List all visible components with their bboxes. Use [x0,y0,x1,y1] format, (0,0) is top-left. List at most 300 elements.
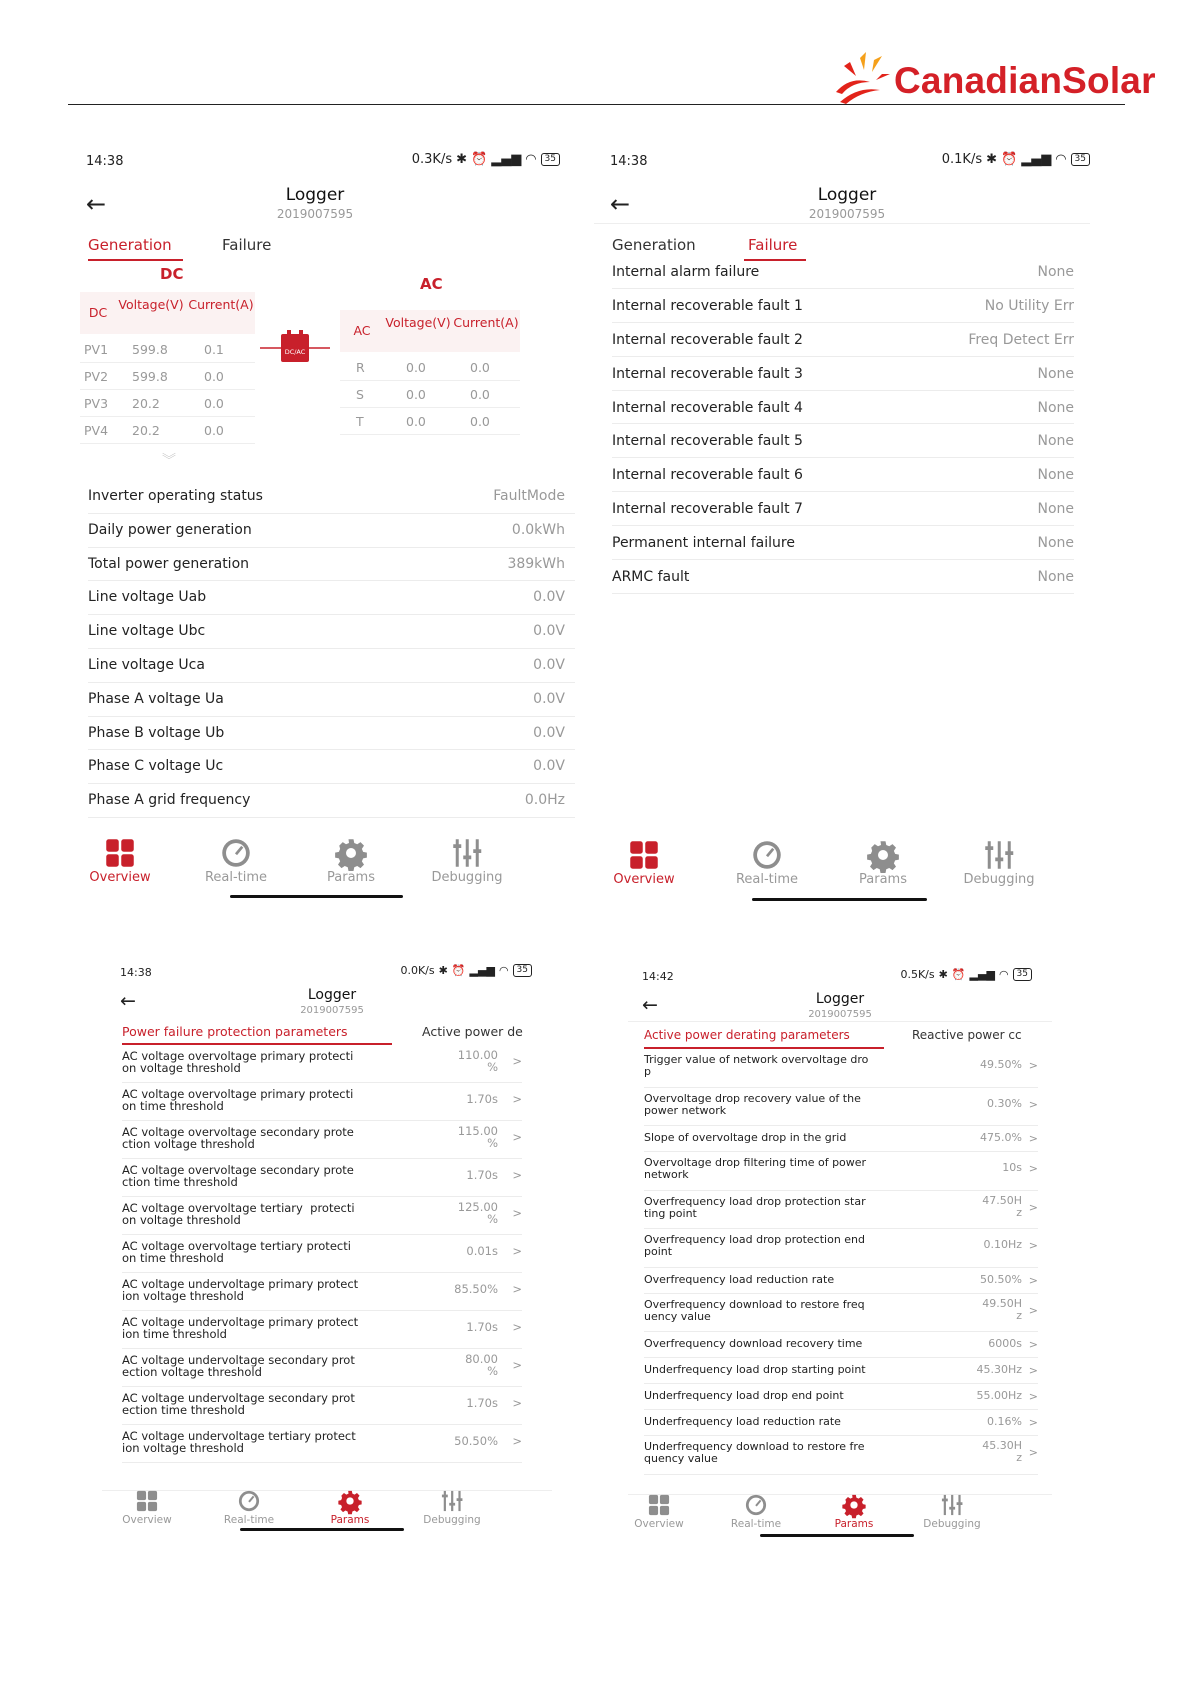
nav-label: Overview [122,1514,172,1526]
debugging-sliders-icon [452,838,482,868]
row-value: None [1037,569,1074,586]
param-row[interactable] [644,1088,1038,1127]
param-row[interactable] [644,1126,1038,1152]
chevron-right-icon: > [512,1168,522,1182]
chevron-right-icon: > [1028,1273,1038,1287]
converter-label: DC/AC [284,348,306,356]
row-value: None [1037,365,1074,382]
param-row[interactable] [122,1425,522,1463]
chevron-right-icon: > [1028,1059,1038,1072]
serial-number: 2019007595 [808,1009,872,1020]
failure-row [612,492,1074,526]
status-time: 14:38 [120,966,152,979]
chevron-right-icon: > [1028,1446,1038,1459]
table-cell: 20.2 [132,423,160,438]
brand-name: CanadianSolar [894,60,1156,101]
row-value: 115.00 % [457,1124,498,1150]
row-value: 0.0V [533,589,565,606]
alarm-icon: ⏰ [951,968,966,981]
signal-icon: ▂▄▆ [491,152,522,167]
row-label: Internal recoverable fault 4 [612,399,803,416]
tab-active-power[interactable]: Active power derating parameters [644,1028,850,1042]
row-label: Underfrequency download to restore fre quency value [644,1440,865,1465]
chevron-right-icon: > [1028,1303,1038,1317]
chevron-right-icon: > [512,1130,522,1144]
table-cell: PV3 [84,396,109,411]
row-label: Internal recoverable fault 2 [612,331,803,348]
table-cell: 0.0 [406,387,426,402]
param-row[interactable] [122,1349,522,1387]
param-row[interactable] [122,1387,522,1425]
row-value: 49.50H z [982,1296,1022,1322]
bluetooth-icon: ✱ [986,152,998,167]
nav-real-time[interactable] [712,840,822,887]
status-time: 14:38 [86,154,124,169]
table-cell: 0.0 [470,387,490,402]
dc-header-voltage: Voltage(V) [118,297,184,312]
failure-row [612,526,1074,560]
table-cell: 20.2 [132,396,160,411]
chevron-right-icon: > [512,1396,522,1410]
status-icons [900,968,1032,981]
nav-real-time[interactable] [181,838,291,885]
row-label: Overvoltage drop filtering time of power network [644,1156,867,1181]
dc-table-header [80,292,255,334]
converter-icon [260,328,330,368]
alarm-icon: ⏰ [471,152,488,167]
nav-label: Real-time [730,1518,782,1530]
row-value: 1.70s [466,1168,498,1182]
signal-icon: ▂▄▆ [1021,152,1052,167]
nav-debugging[interactable] [944,840,1054,887]
table-row-divider [340,380,520,381]
row-value: None [1037,433,1074,450]
table-cell: 0.0 [204,423,224,438]
row-label: Underfrequency load drop starting point [644,1363,866,1376]
row-label: Internal recoverable fault 1 [612,297,803,314]
page-title: Logger [307,987,357,1003]
chevron-right-icon: > [1028,1200,1038,1214]
row-label: Permanent internal failure [612,535,795,552]
row-label: Internal recoverable fault 7 [612,501,803,518]
row-label: Line voltage Ubc [88,623,206,640]
chevron-right-icon: > [1028,1416,1038,1429]
row-value: 50.50% [454,1434,498,1448]
chevron-right-icon: > [512,1282,522,1296]
chevron-double-down-icon[interactable]: ︾ [162,453,176,469]
row-value: 389kWh [507,555,565,572]
page-title: Logger [285,185,345,205]
data-row [88,784,575,818]
table-cell: 0.0 [204,396,224,411]
row-label: Total power generation [88,555,250,572]
data-row [88,581,575,615]
network-speed: 0.3K/s [411,152,453,167]
row-value: 0.0V [533,623,565,640]
row-value: 6000s [988,1337,1022,1350]
nav-real-time[interactable] [194,1490,304,1526]
param-row[interactable] [122,1311,522,1349]
dc-table [80,292,255,452]
sun-logo-icon [830,52,892,108]
nav-debugging[interactable] [412,838,522,885]
battery-icon: 35 [513,964,532,977]
row-label: Overfrequency load reduction rate [644,1272,835,1286]
tab-generation[interactable]: Generation [612,236,696,254]
row-label: AC voltage undervoltage primary protect ion time threshold [122,1315,359,1341]
row-value: 47.50H z [982,1193,1022,1219]
data-row [88,514,575,548]
row-value: 45.30Hz [976,1363,1022,1376]
row-value: None [1037,264,1074,280]
nav-params[interactable] [828,840,938,887]
row-value: 0.0V [533,758,565,775]
overview-icon [648,1494,670,1516]
failure-row [612,560,1074,594]
row-value: 0.0kWh [511,521,565,538]
battery-icon: 35 [1071,153,1090,166]
nav-label: Debugging [431,870,503,885]
params-gear-icon [843,1494,865,1516]
chevron-right-icon: > [512,1358,522,1372]
phone-params-active-power [628,966,1052,1546]
serial-number: 2019007595 [808,207,886,221]
row-value: 0.0V [533,656,565,673]
nav-label: Params [327,870,375,885]
row-label: AC voltage undervoltage primary protect ion voltage threshold [122,1277,359,1303]
wifi-icon: ◠ [525,152,537,167]
debugging-sliders-icon [441,1490,463,1512]
alarm-icon: ⏰ [1001,152,1018,167]
nav-label: Debugging [423,1514,481,1526]
row-value: 0.0V [533,690,565,707]
home-indicator [240,1528,404,1531]
table-row-divider [80,362,255,363]
nav-real-time[interactable] [701,1494,811,1530]
data-row [88,649,575,683]
nav-params[interactable] [295,1490,405,1526]
status-icons [942,152,1090,167]
dc-heading: DC [160,265,184,283]
row-label: Internal recoverable fault 6 [612,467,803,484]
brand-logo [830,52,1156,108]
param-row[interactable] [644,1229,1038,1268]
row-value: 0.0Hz [524,792,565,809]
nav-label: Overview [613,872,675,887]
signal-icon: ▂▄▆ [469,964,495,977]
param-row[interactable] [122,1083,522,1121]
row-label: AC voltage undervoltage tertiary protect ion voltage threshold [122,1429,356,1455]
failure-row [612,458,1074,492]
back-arrow-icon[interactable]: ← [642,994,658,1016]
row-label: Trigger value of network overvoltage dro p [644,1053,869,1078]
row-value: None [1037,467,1074,484]
row-label: Overfrequency download to restore freq uency value [644,1297,865,1323]
battery-icon: 35 [541,153,560,166]
row-label: Internal alarm failure [612,264,760,280]
table-row-divider [80,416,255,417]
bluetooth-icon: ✱ [438,964,448,977]
status-bar [120,962,532,986]
tab-failure[interactable]: Failure [222,236,272,254]
row-label: AC voltage overvoltage primary protecti on voltage threshold [122,1049,354,1075]
nav-debugging[interactable] [897,1494,1007,1530]
row-value: None [1037,535,1074,552]
title-bar [102,984,552,1024]
nav-overview[interactable] [92,1490,202,1526]
row-label: Line voltage Uab [88,589,207,606]
row-value: 0.0V [533,724,565,741]
row-label: Overfrequency download recovery time [644,1337,863,1350]
bottom-nav [102,1490,552,1554]
nav-params[interactable] [296,838,406,885]
dc-header-dc: DC [88,305,108,320]
row-value: 1.70s [466,1320,498,1334]
page-title: Logger [815,991,865,1007]
row-value: None [1037,501,1074,518]
row-label: Daily power generation [88,521,252,538]
param-row[interactable] [122,1197,522,1235]
home-indicator [752,898,927,901]
chevron-right-icon: > [512,1206,522,1220]
back-arrow-icon[interactable]: ← [120,990,136,1012]
wifi-icon: ◠ [498,964,509,977]
tab-reactive-power[interactable]: Reactive power cc [912,1028,1022,1042]
row-value: 475.0% [980,1131,1022,1144]
param-row[interactable] [122,1159,522,1197]
chevron-right-icon: > [1028,1390,1038,1403]
failure-row [612,323,1074,357]
home-indicator [760,1534,914,1537]
param-row[interactable] [122,1273,522,1311]
tab-generation[interactable]: Generation [88,236,172,254]
param-row[interactable] [122,1045,522,1083]
data-list [88,480,575,818]
row-label: Phase A grid frequency [88,792,251,809]
nav-label: Params [859,872,907,887]
data-row [88,615,575,649]
param-row[interactable] [644,1191,1038,1230]
row-value: 49.50% [980,1058,1022,1071]
chevron-right-icon: > [1028,1239,1038,1252]
tab-power-failure[interactable]: Power failure protection parameters [122,1024,348,1039]
row-value: 50.50% [980,1272,1022,1286]
row-label: AC voltage overvoltage primary protecti on time threshold [122,1087,354,1113]
bottom-nav [594,840,1100,904]
title-divider [628,1021,1052,1022]
tab-indicator [88,259,183,261]
network-speed: 0.1K/s [941,152,983,167]
status-icons [400,964,532,977]
nav-label: Debugging [963,872,1035,887]
row-value: 1.70s [466,1092,498,1106]
realtime-gauge-icon [238,1490,260,1512]
bluetooth-icon: ✱ [456,152,468,167]
bottom-nav [70,838,560,902]
param-row[interactable] [644,1152,1038,1191]
network-speed: 0.5K/s [900,968,935,981]
row-label: Inverter operating status [88,488,263,504]
nav-label: Debugging [923,1518,981,1530]
overview-icon [105,838,135,868]
param-row[interactable] [122,1121,522,1159]
nav-label: Real-time [204,870,268,885]
row-value: 0.16% [987,1415,1022,1428]
failure-row [612,255,1074,289]
table-cell: 0.0 [470,360,490,375]
overview-icon [136,1490,158,1512]
title-divider [594,223,1090,224]
failure-row [612,357,1074,391]
nav-label: Params [330,1514,370,1526]
table-cell: PV1 [84,342,109,357]
alarm-icon: ⏰ [451,964,466,977]
serial-number: 2019007595 [276,207,354,221]
table-cell: R [356,360,365,375]
params-list [122,1045,522,1463]
nav-debugging[interactable] [397,1490,507,1526]
nav-overview[interactable] [589,840,699,887]
phone-overview-generation [70,150,565,900]
data-row [88,548,575,582]
ac-table [340,310,520,450]
params-list [644,1049,1038,1475]
row-label: Overfrequency load drop protection end point [644,1233,866,1258]
row-value: 125.00 % [457,1200,498,1226]
nav-params[interactable] [799,1494,909,1530]
param-row[interactable] [644,1294,1038,1333]
nav-label: Params [834,1518,874,1530]
nav-label: Overview [634,1518,684,1530]
status-icons [412,152,560,167]
table-cell: T [356,414,364,429]
param-row[interactable] [644,1384,1038,1410]
ac-header-current: Current(A) [453,315,519,330]
chevron-right-icon: > [512,1092,522,1106]
row-label: ARMC fault [612,569,690,586]
ac-header-ac: AC [353,323,371,338]
nav-overview[interactable] [65,838,175,885]
param-row[interactable] [644,1332,1038,1358]
row-label: Phase C voltage Uc [88,758,224,775]
table-cell: PV2 [84,369,109,384]
row-label: Overvoltage drop recovery value of the power network [644,1091,861,1117]
failure-row [612,289,1074,323]
table-cell: PV4 [84,423,109,438]
nav-overview[interactable] [604,1494,714,1530]
title-bar [70,180,560,230]
chevron-right-icon: > [1028,1097,1038,1111]
ac-header-voltage: Voltage(V) [385,315,451,330]
chevron-right-icon: > [1028,1132,1038,1145]
page-title: Logger [817,185,877,205]
realtime-gauge-icon [745,1494,767,1516]
back-arrow-icon[interactable]: ← [86,190,107,218]
status-time: 14:42 [642,970,674,983]
status-bar [86,150,560,174]
row-label: Underfrequency load reduction rate [644,1415,841,1428]
param-row[interactable] [644,1268,1038,1294]
params-gear-icon [339,1490,361,1512]
battery-icon: 35 [1013,968,1032,981]
row-value: 0.30% [987,1096,1022,1110]
tab-active-power[interactable]: Active power de [422,1024,523,1039]
data-row [88,480,575,514]
row-label: AC voltage undervoltage secondary prot ection time threshold [122,1391,355,1417]
realtime-gauge-icon [221,838,251,868]
row-label: Underfrequency load drop end point [644,1389,844,1402]
table-row-divider [80,443,255,444]
param-row[interactable] [122,1235,522,1273]
realtime-gauge-icon [752,840,782,870]
table-cell: S [356,387,364,402]
row-value: 85.50% [454,1282,498,1296]
row-label: Internal recoverable fault 3 [612,365,803,382]
chevron-right-icon: > [512,1054,522,1068]
tab-failure[interactable]: Failure [748,236,798,254]
back-arrow-icon[interactable]: ← [610,190,631,218]
serial-number: 2019007595 [300,1005,364,1016]
bluetooth-icon: ✱ [938,968,948,981]
dc-header-current: Current(A) [188,297,254,312]
table-cell: 0.0 [406,360,426,375]
row-label: AC voltage overvoltage tertiary protecti on time threshold [122,1239,351,1265]
row-value: 55.00Hz [976,1389,1022,1402]
row-value: None [1037,399,1074,416]
table-row-divider [340,434,520,435]
failure-list [612,255,1074,594]
row-label: Phase B voltage Ub [88,724,225,741]
table-row-divider [340,407,520,408]
row-label: AC voltage overvoltage secondary prote ction voltage threshold [122,1125,354,1151]
row-label: Overfrequency load drop protection star ting point [644,1194,866,1220]
status-time: 14:38 [610,154,648,169]
params-gear-icon [868,840,898,870]
params-gear-icon [336,838,366,868]
data-row [88,717,575,751]
nav-label: Real-time [735,872,799,887]
title-bar [628,988,1052,1028]
param-row[interactable] [644,1436,1038,1475]
network-speed: 0.0K/s [400,964,435,977]
table-cell: 0.0 [406,414,426,429]
param-row[interactable] [644,1049,1038,1088]
row-value: FaultMode [493,488,565,504]
wifi-icon: ◠ [998,968,1009,981]
row-value: 0.10Hz [983,1238,1022,1251]
bottom-nav [628,1494,1052,1558]
table-cell: 0.0 [204,369,224,384]
row-value: No Utility Err [984,297,1074,314]
param-row[interactable] [644,1358,1038,1384]
overview-icon [629,840,659,870]
header-rule [68,104,1125,105]
param-row[interactable] [644,1410,1038,1436]
row-label: Phase A voltage Ua [88,690,224,707]
row-value: 10s [1002,1161,1022,1174]
debugging-sliders-icon [941,1494,963,1516]
ac-table-header [340,310,520,352]
row-value: Freq Detect Err [968,331,1074,348]
debugging-sliders-icon [984,840,1014,870]
nav-label: Overview [89,870,151,885]
row-label: Internal recoverable fault 5 [612,433,803,450]
data-row [88,683,575,717]
row-value: 1.70s [466,1396,498,1410]
failure-row [612,424,1074,458]
phone-params-power-failure [102,962,552,1542]
chevron-right-icon: > [512,1434,522,1448]
